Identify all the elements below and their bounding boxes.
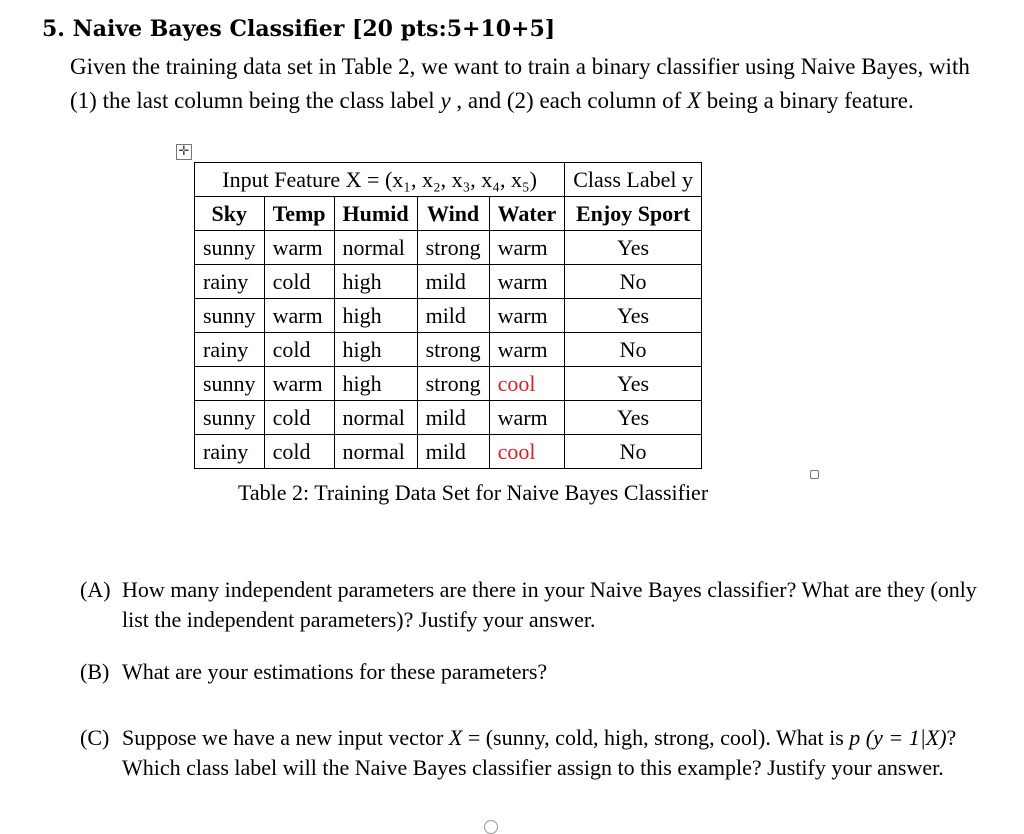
table-row (195, 367, 702, 401)
column-header: Temp (264, 197, 334, 231)
part-a-text: How many independent parameters are there in your Naive Bayes classifier? What are they (only list the independent parameters)? Justify your answer. (122, 577, 977, 632)
part-c-var-x: X (448, 725, 463, 750)
table-cell: sunny (195, 299, 265, 333)
table-row (195, 401, 702, 435)
table-cell: rainy (195, 333, 265, 367)
table-cell: warm (264, 299, 334, 333)
part-a-tag: (A) (80, 577, 111, 602)
part-c-text-1: Suppose we have a new input vector (122, 725, 449, 750)
table-row (195, 299, 702, 333)
column-header: Water (489, 197, 565, 231)
table-resize-handle-icon[interactable] (810, 470, 819, 479)
table-cell: rainy (195, 265, 265, 299)
table-cell: normal (334, 435, 417, 469)
table-cell: normal (334, 401, 417, 435)
input-feature-header: Input Feature X = (x₁, x₂, x₃, x₄, x₅) (195, 163, 565, 197)
table-group-header-row (195, 163, 702, 197)
table-caption: Table 2: Training Data Set for Naive Bayes Classifier (238, 480, 709, 505)
table-cell: Yes (565, 299, 702, 333)
table-cell: Yes (565, 367, 702, 401)
column-header: Enjoy Sport (565, 197, 702, 231)
table-cell: Yes (565, 231, 702, 265)
table-cell: Yes (565, 401, 702, 435)
table-cell: warm (489, 401, 565, 435)
table-cell: cold (264, 333, 334, 367)
table-cell: mild (417, 435, 489, 469)
table-cell: mild (417, 401, 489, 435)
table-column-header-row (195, 197, 702, 231)
table-cell: warm (489, 265, 565, 299)
part-b (80, 657, 1000, 687)
table-cell: mild (417, 265, 489, 299)
class-label-header: Class Label y (565, 163, 702, 197)
table-cell: cold (264, 435, 334, 469)
table-cell: normal (334, 231, 417, 265)
table-move-handle-icon[interactable]: ✛ (176, 144, 192, 160)
part-c-text-3: ? Which class label will the Naive Bayes classifier assign to this example? Justify your answer. (122, 725, 957, 780)
column-header: Wind (417, 197, 489, 231)
intro-var-x: X (686, 88, 702, 113)
question-intro (70, 50, 1000, 118)
part-c-text (122, 723, 1000, 783)
table-cell: warm (489, 231, 565, 265)
table-cell: cold (264, 401, 334, 435)
part-c-probability: p (y = 1|X) (849, 725, 947, 750)
table-cell: warm (489, 333, 565, 367)
column-header: Humid (334, 197, 417, 231)
table-cell: rainy (195, 435, 265, 469)
table-row (195, 333, 702, 367)
table-cell: cold (264, 265, 334, 299)
table-row (195, 231, 702, 265)
page-number-stub-icon (484, 820, 498, 834)
table-cell: high (334, 299, 417, 333)
part-c-tag: (C) (80, 725, 110, 750)
part-a (80, 575, 1000, 635)
table-row (195, 265, 702, 299)
part-b-text: What are your estimations for these parameters? (122, 659, 548, 684)
table-cell: high (334, 333, 417, 367)
table-cell-highlighted: cool (489, 435, 565, 469)
intro-text-2: , and (2) each column of (450, 88, 687, 113)
table-cell: No (565, 333, 702, 367)
table-cell: strong (417, 333, 489, 367)
table-cell: high (334, 265, 417, 299)
part-c-text-2: = (sunny, cold, high, strong, cool). What is (462, 725, 850, 750)
part-b-tag: (B) (80, 659, 110, 684)
table-cell: sunny (195, 367, 265, 401)
table-cell: warm (264, 231, 334, 265)
table-cell: warm (489, 299, 565, 333)
table-cell: strong (417, 231, 489, 265)
table-cell: No (565, 435, 702, 469)
part-c (80, 723, 1000, 783)
table-cell: sunny (195, 231, 265, 265)
question-heading: 5. Naive Bayes Classifier [20 pts:5+10+5] (42, 16, 556, 42)
table-cell: sunny (195, 401, 265, 435)
intro-text-3: being a binary feature. (701, 88, 914, 113)
column-header: Sky (195, 197, 265, 231)
table-row (195, 435, 702, 469)
training-data-table (194, 162, 702, 469)
table-cell: mild (417, 299, 489, 333)
intro-text-1: Given the training data set in Table 2, we want to train a binary classifier using Naive Bayes, with (1) the last column being the class label (70, 54, 970, 113)
table-cell: strong (417, 367, 489, 401)
table-cell: No (565, 265, 702, 299)
table-cell: high (334, 367, 417, 401)
table-cell-highlighted: cool (489, 367, 565, 401)
table-cell: warm (264, 367, 334, 401)
intro-var-y: y (440, 88, 451, 113)
